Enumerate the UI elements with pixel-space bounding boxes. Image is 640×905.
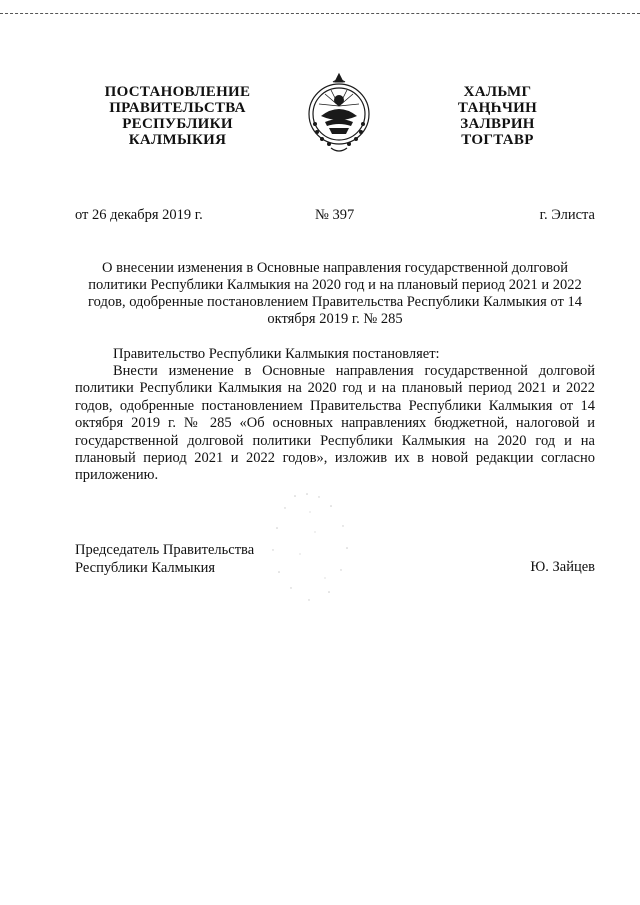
signature-title-line: Республики Калмыкия xyxy=(75,559,216,576)
header-right-block xyxy=(450,84,545,148)
document-date: от 26 декабря 2019 г. xyxy=(75,207,203,223)
resolution-intro: Правительство Республики Калмыкия постановляет: xyxy=(113,346,440,362)
document-number: № 397 xyxy=(315,207,355,223)
kalmykia-coat-of-arms-icon xyxy=(303,70,375,160)
resolution-paragraph: Внести изменение в Основные направления государственной долговой политики Республики Калмыкия на 2020 год и на плановый период 2021 и 2022 годов, одобренные постановлением Правительства Республики Калмыкия от 14 октября 2019 г. № 285 «Об основных направлениях бюджетной, налоговой и государственной долговой политики Республики Калмыкия на 2020 год и на плановый период 2021 и 2022 годов», изложив их в новой редакции согласно приложению. xyxy=(75,363,595,484)
scan-top-rule xyxy=(0,13,640,14)
signature-title-line: Председатель Правительства xyxy=(75,542,255,558)
header-left-line: РЕСПУБЛИКИ xyxy=(122,116,233,132)
signatory-name: Ю. Зайцев xyxy=(530,559,595,575)
header-right-line: ТАҢҺЧИН xyxy=(457,100,538,116)
header-left-line: КАЛМЫКИЯ xyxy=(128,132,227,148)
signature-title xyxy=(75,542,335,577)
header-right-line: ТОГТАВР xyxy=(461,132,534,148)
header-right-line: ЗАЛВРИН xyxy=(460,116,535,132)
header-right-line: ХАЛЬМГ xyxy=(463,84,532,100)
header-left-line: ПРАВИТЕЛЬСТВА xyxy=(109,100,246,116)
document-meta-row xyxy=(75,207,595,225)
header-left-block xyxy=(90,84,265,148)
document-title: О внесении изменения в Основные направления государственной долговой политики Республики Калмыкия на 2020 год и на плановый период 2021 и 2022 годов, одобренные постановлением Правительства Республики Калмыкия от 14 октября 2019 г. № 285 xyxy=(88,260,582,327)
header-left-line: ПОСТАНОВЛЕНИЕ xyxy=(104,84,251,100)
document-city: г. Элиста xyxy=(539,207,595,223)
